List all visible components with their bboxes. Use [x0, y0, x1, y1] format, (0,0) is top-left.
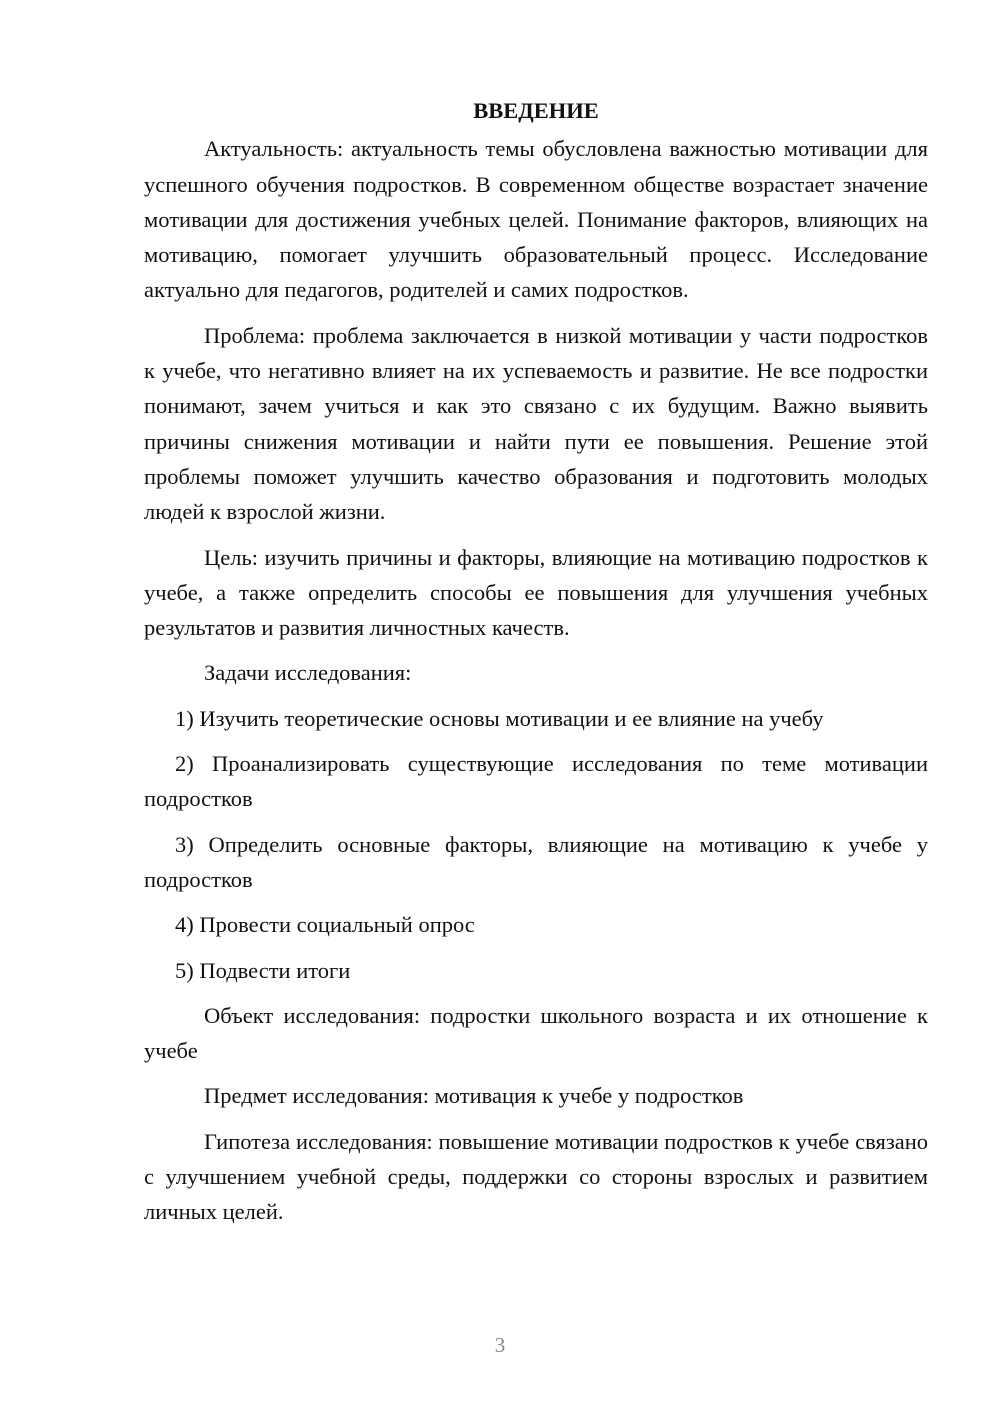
object-paragraph: Объект исследования: подростки школьного возраста и их отношение к учебе: [144, 1002, 928, 1064]
subject-paragraph: Предмет исследования: мотивация к учебе у подростков: [204, 1083, 744, 1109]
goal-paragraph: Цель: изучить причины и факторы, влияющие на мотивацию подростков к учебе, а также определить способы ее повышения для улучшения учебных результатов и развития личностных качеств.: [144, 544, 928, 641]
list-item: 3) Определить основные факторы, влияющие на мотивацию к учебе у подростков: [144, 831, 928, 892]
list-item: 1) Изучить теоретические основы мотивации и ее влияние на учебу: [175, 705, 824, 731]
list-item: 5) Подвести итоги: [175, 957, 351, 983]
tasks-heading: Задачи исследования:: [204, 660, 412, 686]
document-page: [144, 93, 928, 1240]
list-item: 4) Провести социальный опрос: [175, 912, 475, 938]
problem-paragraph: Проблема: проблема заключается в низкой мотивации у части подростков к учебе, что негативно влияет на их успеваемость и развитие. Не все подростки понимают, зачем учиться и как это связано с их будущим. Важно выявить причины снижения мотивации и найти пути ее повышения. Решение этой проблемы поможет улучшить качество образования и подготовить молодых людей к взрослой жизни.: [144, 322, 928, 525]
hypothesis-paragraph: Гипотеза исследования: повышение мотивации подростков к учебе связано с улучшением учебной среды, поддержки со стороны взрослых и развитием личных целей.: [144, 1128, 928, 1225]
list-item: 2) Проанализировать существующие исследования по теме мотивации подростков: [144, 751, 928, 812]
tasks-list: [144, 701, 928, 988]
relevance-paragraph: Актуальность: актуальность темы обусловлена важностью мотивации для успешного обучения подростков. В современном обществе возрастает значение мотивации для достижения учебных целей. Понимание факторов, влияющих на мотивацию, помогает улучшить образовательный процесс. Исследование актуально для педагогов, родителей и самих подростков.: [144, 136, 928, 303]
page-title: ВВЕДЕНИЕ: [473, 98, 599, 123]
page-number: 3: [494, 1333, 506, 1357]
